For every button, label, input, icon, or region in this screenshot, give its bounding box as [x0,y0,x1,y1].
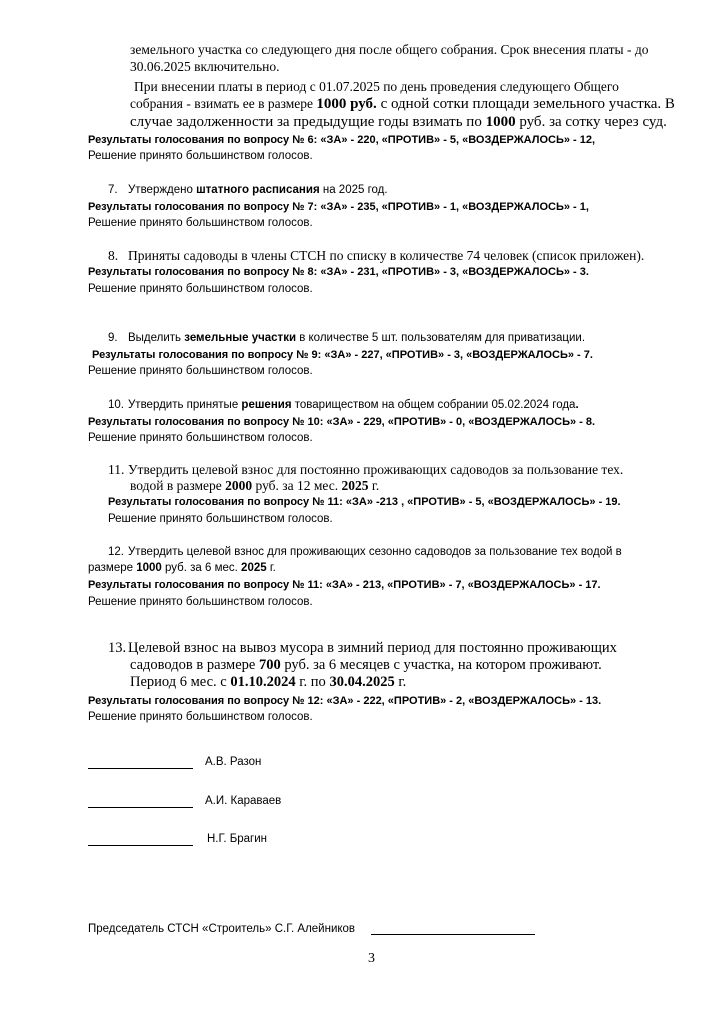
vote-result: Результаты голосования по вопросу № 9: «ЗА» - 227, «ПРОТИВ» - 3, «ВОЗДЕРЖАЛОСЬ» - 7. [92,349,593,361]
signatory-name: А.И. Караваев [205,795,282,807]
chairman-signature-line [371,934,535,935]
agenda-item-7: 7. Утверждено штатного расписания на 2025 год. [108,184,388,196]
decision-text: Решение принято большинством голосов. [88,283,313,295]
signature-line [88,845,193,846]
paragraph-line: земельного участка со следующего дня после общего собрания. Срок внесения платы - до [130,42,649,57]
decision-text: Решение принято большинством голосов. [88,217,313,229]
paragraph-line: При внесении платы в период с 01.07.2025 по день проведения следующего Общего [134,79,619,94]
agenda-item-13: 13. Целевой взнос на вывоз мусора в зимний период для постоянно проживающих [108,640,617,656]
agenda-item-12-line2: размере 1000 руб. за 6 мес. 2025 г. [88,562,276,574]
vote-result: Результаты голосования по вопросу № 6: «ЗА» - 220, «ПРОТИВ» - 5, «ВОЗДЕРЖАЛОСЬ» - 12, [88,134,596,146]
agenda-item-13-line2: садоводов в размере 700 руб. за 6 месяцев с участка, на котором проживают. [130,657,602,673]
decision-text: Решение принято большинством голосов. [88,596,313,608]
vote-result: Результаты голосования по вопросу № 11: «ЗА» -213 , «ПРОТИВ» - 5, «ВОЗДЕРЖАЛОСЬ» - 19. [108,496,621,508]
signatory-name: А.В. Разон [205,756,262,768]
agenda-item-9: 9. Выделить земельные участки в количестве 5 шт. пользователям для приватизации. [108,332,586,344]
agenda-item-10: 10. Утвердить принятые решения товариществом на общем собрании 05.02.2024 года. [108,399,579,411]
decision-text: Решение принято большинством голосов. [88,150,313,162]
decision-text: Решение принято большинством голосов. [108,513,333,525]
vote-result: Результаты голосования по вопросу № 12: «ЗА» - 222, «ПРОТИВ» - 2, «ВОЗДЕРЖАЛОСЬ» - 13. [88,695,602,707]
signature-line [88,807,193,808]
decision-text: Решение принято большинством голосов. [88,432,313,444]
agenda-item-11: 11. Утвердить целевой взнос для постоянно проживающих садоводов за пользование тех. [108,462,624,477]
agenda-item-8: 8. Приняты садоводы в члены СТСН по списку в количестве 74 человек (список приложен). [108,248,645,263]
agenda-item-11-line2: водой в размере 2000 руб. за 12 мес. 2025 г. [130,478,380,493]
signature-line [88,768,193,769]
vote-result: Результаты голосования по вопросу № 7: «ЗА» - 235, «ПРОТИВ» - 1, «ВОЗДЕРЖАЛОСЬ» - 1, [88,201,589,213]
decision-text: Решение принято большинством голосов. [88,711,313,723]
paragraph-line: собрания - взимать ее в размере 1000 руб. с одной сотки площади земельного участка. В [130,96,675,112]
vote-result: Результаты голосования по вопросу № 10: «ЗА» - 229, «ПРОТИВ» - 0, «ВОЗДЕРЖАЛОСЬ» - 8. [88,416,596,428]
agenda-item-12: 12. Утвердить целевой взнос для проживающих сезонно садоводов за пользование тех водой в [108,546,622,558]
page-number: 3 [368,951,375,966]
signatory-name: Н.Г. Брагин [207,833,268,845]
chairman-signature: Председатель СТСН «Строитель» С.Г. Алейников [88,923,356,935]
vote-result: Результаты голосования по вопросу № 11: «ЗА» - 213, «ПРОТИВ» - 7, «ВОЗДЕРЖАЛОСЬ» - 17. [88,579,601,591]
decision-text: Решение принято большинством голосов. [88,365,313,377]
vote-result: Результаты голосования по вопросу № 8: «ЗА» - 231, «ПРОТИВ» - 3, «ВОЗДЕРЖАЛОСЬ» - 3. [88,266,589,278]
agenda-item-13-line3: Период 6 мес. с 01.10.2024 г. по 30.04.2025 г. [130,674,407,690]
paragraph-line: случае задолженности за предыдущие годы взимать по 1000 руб. за сотку через суд. [130,114,667,130]
paragraph-line: 30.06.2025 включительно. [130,59,280,74]
